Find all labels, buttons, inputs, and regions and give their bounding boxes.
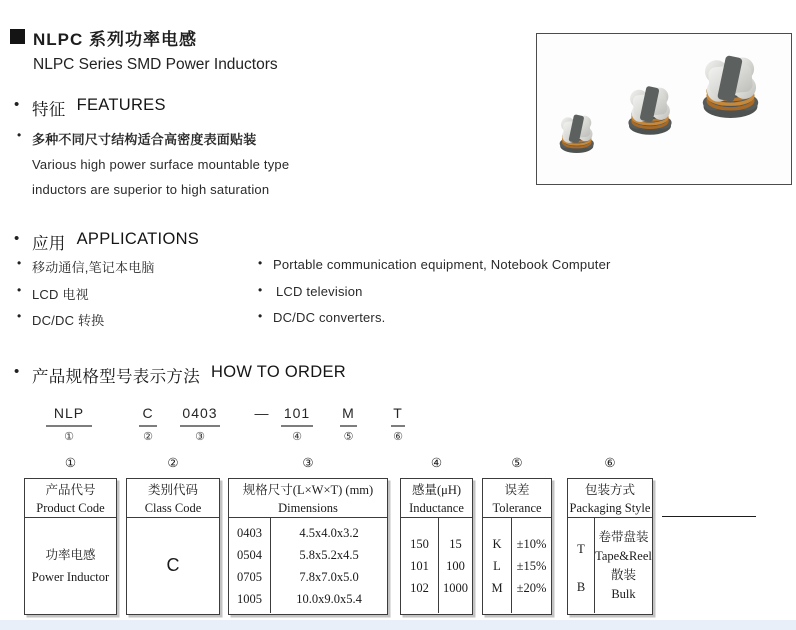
application-item-zh: 移动通信,笔记本电脑 <box>32 260 155 275</box>
table-col-product-code <box>24 478 117 615</box>
inductance-values: 15 100 1000 <box>443 536 468 595</box>
inductor-illustration <box>537 34 791 184</box>
feature-text-en-line1: Various high power surface mountable type <box>32 157 290 172</box>
order-code-part-2: C ② <box>139 405 157 443</box>
class-code-value: C <box>166 555 180 575</box>
order-code-part-1: NLP ① <box>46 405 92 443</box>
application-item-en: Portable communication equipment, Notebook Computer <box>273 257 611 272</box>
column-number-3: ③ <box>302 456 314 470</box>
header-en: Inductance <box>409 501 464 515</box>
applications-heading-zh: 应用 <box>32 235 66 253</box>
inductance-codes: 150 101 102 <box>401 518 439 613</box>
feature-text-zh: 多种不同尺寸结构适合高密度表面贴装 <box>32 132 257 147</box>
header-zh: 误差 <box>504 483 530 497</box>
bullet-icon: • <box>14 363 20 380</box>
header-zh: 感量(μH) <box>411 483 462 497</box>
table-col-tolerance <box>482 478 552 615</box>
page-title-zh: NLPC 系列功率电感 <box>33 30 197 49</box>
table-col-class-code <box>126 478 220 615</box>
product-code-zh: 功率电感 <box>45 547 96 562</box>
bullet-icon: • <box>17 309 22 323</box>
features-heading-en: FEATURES <box>76 96 166 114</box>
header-en: Tolerance <box>492 501 542 515</box>
order-code-part-5: M ⑤ <box>340 405 357 443</box>
application-item-zh: DC/DC 转换 <box>32 313 105 328</box>
applications-heading <box>32 230 199 254</box>
header-en: Dimensions <box>278 501 338 515</box>
bullet-icon: • <box>258 309 263 323</box>
feature-text-en-line2: inductors are superior to high saturation <box>32 182 270 197</box>
order-code-part-6: T ⑥ <box>391 405 405 443</box>
column-number-5: ⑤ <box>511 456 523 470</box>
bullet-icon: • <box>258 283 263 297</box>
order-code-dash: — <box>254 405 270 421</box>
product-photo <box>536 33 792 185</box>
tolerance-values: ±10% ±15% ±20% <box>516 536 547 595</box>
how-to-order-heading-en: HOW TO ORDER <box>211 363 346 381</box>
header-zh: 类别代码 <box>147 483 198 497</box>
column-number-2: ② <box>167 456 179 470</box>
page-title-en: NLPC Series SMD Power Inductors <box>33 56 278 73</box>
header-zh: 产品代号 <box>45 483 96 497</box>
bullet-icon: • <box>17 256 22 270</box>
features-heading-zh: 特征 <box>32 101 66 119</box>
header-zh: 规格尺寸(L×W×T) (mm) <box>242 483 374 497</box>
column-number-4: ④ <box>430 456 443 470</box>
header-zh: 包装方式 <box>584 483 635 497</box>
footer-bar <box>0 620 796 630</box>
application-item-zh: LCD 电视 <box>32 287 89 302</box>
bullet-icon: • <box>17 283 22 297</box>
application-item-en: LCD television <box>276 284 363 299</box>
applications-heading-en: APPLICATIONS <box>76 230 200 248</box>
features-heading <box>32 96 166 120</box>
header-en: Class Code <box>144 501 202 515</box>
product-code-en: Power Inductor <box>31 569 110 584</box>
feature-item <box>32 127 289 202</box>
packaging-values: 卷带盘装 Tape&Reel 散装 Bulk <box>595 529 652 601</box>
application-item-en: DC/DC converters. <box>273 310 386 325</box>
bullet-icon: • <box>14 96 20 113</box>
how-to-order-heading <box>32 363 346 387</box>
header-en: Product Code <box>36 501 105 515</box>
table-col-inductance <box>400 478 473 615</box>
column-number-1: ① <box>64 456 77 470</box>
bullet-icon: • <box>14 230 20 247</box>
column-number-6: ⑥ <box>604 456 616 470</box>
how-to-order-heading-zh: 产品规格型号表示方法 <box>32 368 200 386</box>
dimension-codes: 0403 0504 0705 1005 <box>229 518 271 613</box>
horizontal-rule <box>662 516 756 517</box>
header-en: Packaging Style <box>569 501 651 515</box>
dimension-values: 4.5x4.0x3.2 5.8x5.2x4.5 7.8x7.0x5.0 10.0x9.0x5.4 <box>296 525 362 606</box>
table-col-dimensions <box>228 478 388 615</box>
tolerance-codes: K L M <box>483 518 512 613</box>
bullet-icon: • <box>17 128 22 142</box>
order-code-part-3: 0403 ③ <box>180 405 220 443</box>
packaging-codes: T B <box>568 518 595 613</box>
order-code-part-4: 101 ④ <box>281 405 313 443</box>
bullet-icon: • <box>258 256 263 270</box>
table-col-packaging <box>567 478 653 615</box>
title-square-marker <box>10 29 25 44</box>
